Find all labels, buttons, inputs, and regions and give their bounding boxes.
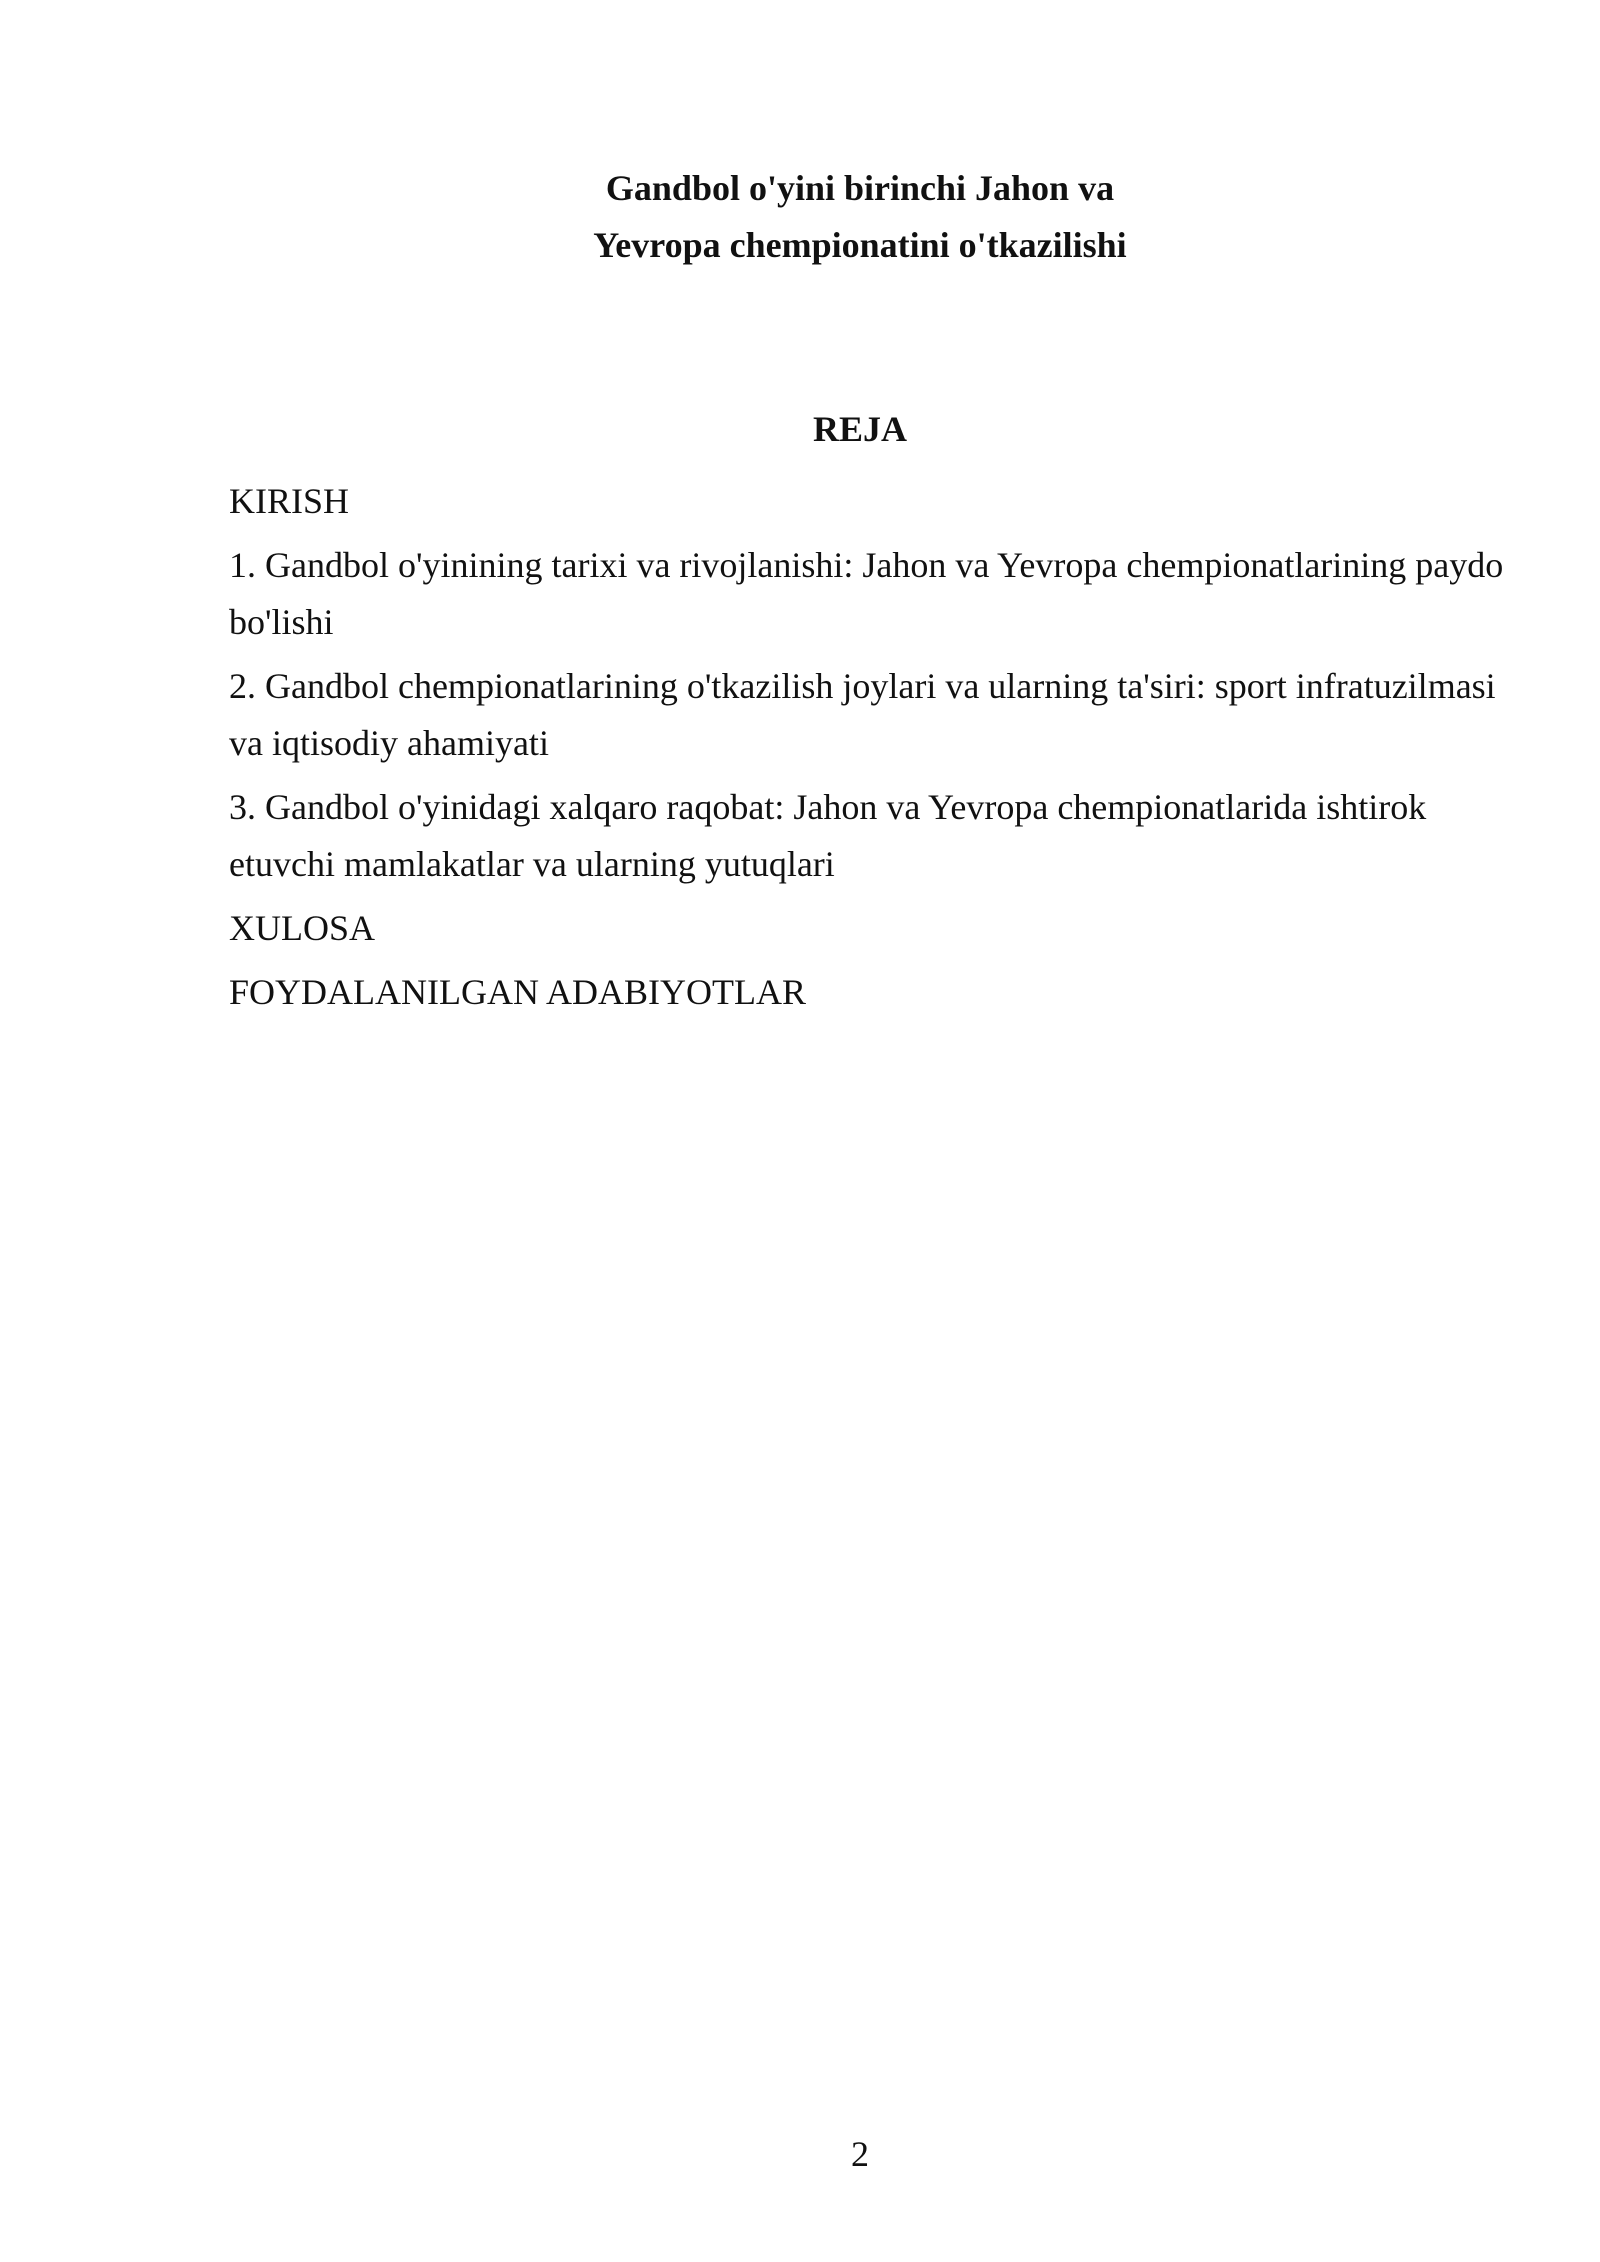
plan-item-intro: KIRISH bbox=[229, 481, 350, 521]
document-title bbox=[0, 160, 1600, 274]
page-number: 2 bbox=[851, 2134, 869, 2174]
plan-heading: REJA bbox=[812, 409, 907, 449]
plan-list bbox=[229, 473, 1509, 1028]
title-line-1: Gandbol o'yini birinchi Jahon va bbox=[605, 168, 1115, 208]
plan-item-conclusion: XULOSA bbox=[229, 908, 376, 948]
title-line-2: Yevropa chempionatini o'tkazilishi bbox=[593, 225, 1127, 265]
plan-item-3: 3. Gandbol o'yinidagi xalqaro raqobat: Jahon va Yevropa chempionatlarida ishtirok etuvchi mamlakatlar va ularning yutuqlari bbox=[229, 787, 1427, 884]
plan-item-1: 1. Gandbol o'yinining tarixi va rivojlanishi: Jahon va Yevropa chempionatlarining paydo bo'lishi bbox=[229, 545, 1504, 642]
plan-item-2: 2. Gandbol chempionatlarining o'tkazilish joylari va ularning ta'siri: sport infratuzilmasi va iqtisodiy ahamiyati bbox=[229, 666, 1496, 763]
plan-item-references: FOYDALANILGAN ADABIYOTLAR bbox=[229, 972, 806, 1012]
